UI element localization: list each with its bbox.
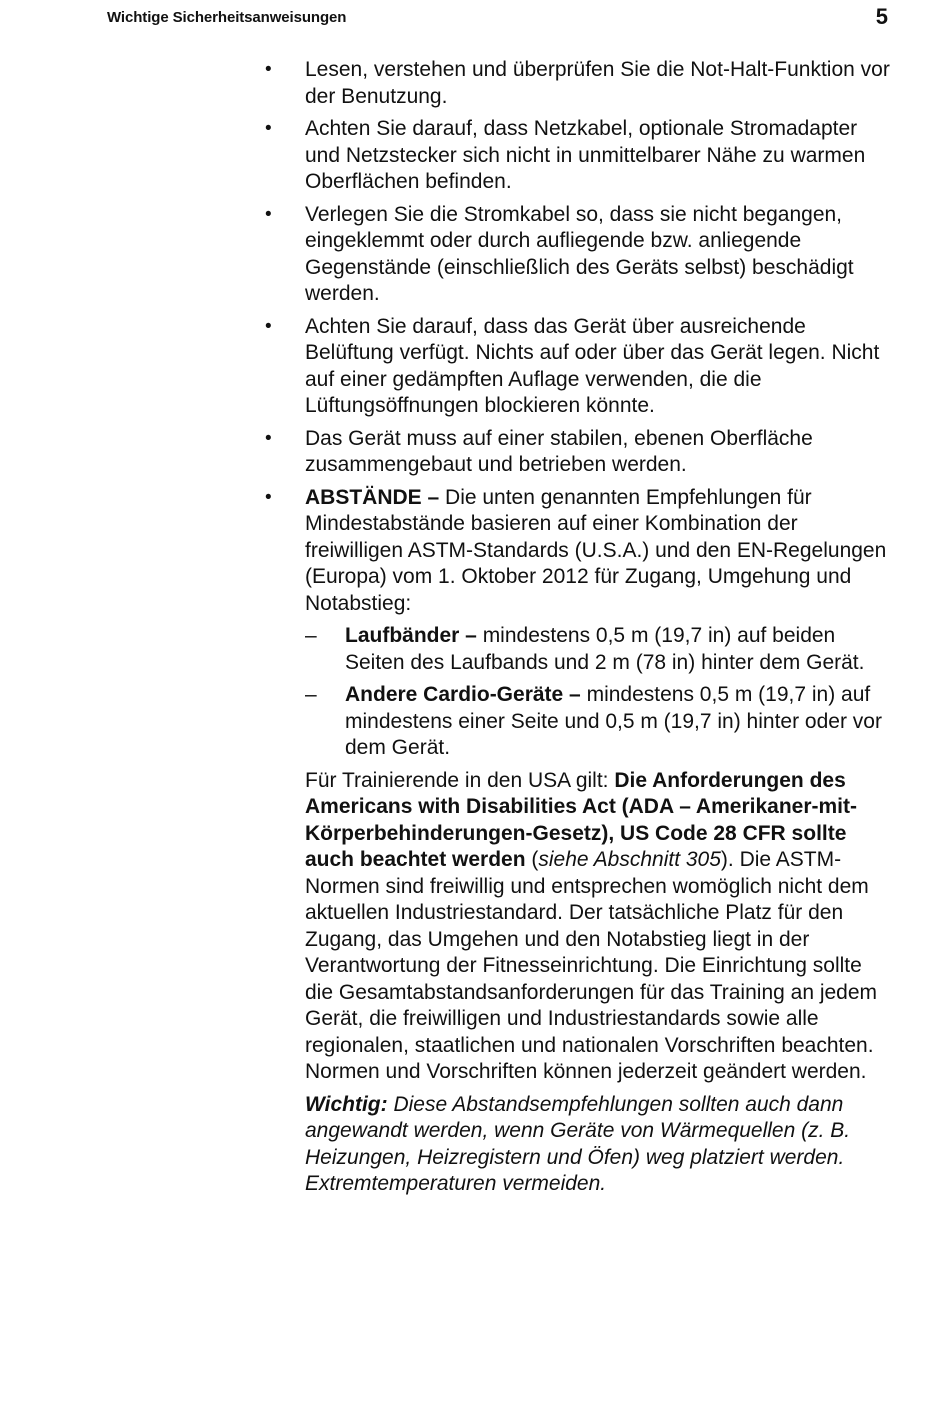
important-note <box>305 1092 895 1198</box>
safety-list <box>265 57 895 762</box>
bullet-icon: • <box>265 118 272 139</box>
list-item-clearances <box>265 485 895 762</box>
bullet-icon: • <box>265 427 272 449</box>
ada-requirement: Die Anforderungen des Americans with Disabilities Act (ADA – Amerikaner-mit-Körperbehinderungen-Gesetz), US Code 28 CFR sollte auch beachtet werden <box>305 768 857 871</box>
bullet-icon: • <box>265 486 272 508</box>
list-item-text: Die unten genannten Empfehlungen für Mindestabstände basieren auf einer Kombination der freiwilligen ASTM-Standards (U.S.A.) und den EN-Regelungen (Europa) vom 1. Oktober 2012 für Zugang, Umgehung und Notabstieg: <box>305 485 887 615</box>
list-item-text: Verlegen Sie die Stromkabel so, dass sie nicht begangen, eingeklemmt oder durch aufliegende bzw. anliegende Gegenstände (einschließlich des Geräts selbst) beschädigt werden. <box>305 202 854 305</box>
page-header <box>0 0 950 40</box>
list-item <box>265 57 895 110</box>
sublist-item-heading: Andere Cardio-Geräte – <box>345 683 581 706</box>
bullet-icon: • <box>265 315 272 337</box>
page-number: 5 <box>875 4 888 29</box>
sublist-item-text: mindestens 0,5 m (19,7 in) auf beiden Seiten des Laufbands und 2 m (78 in) hinter dem Gerät. <box>345 624 865 674</box>
sublist-item-heading: Laufbänder – <box>345 624 477 647</box>
section-title: Wichtige Sicherheitsanweisungen <box>107 9 347 26</box>
list-item-text: Lesen, verstehen und überprüfen Sie die Not-Halt-Funktion vor der Benutzung. <box>305 58 890 108</box>
clearances-heading: ABSTÄNDE – <box>305 485 440 509</box>
list-item-text: Das Gerät muss auf einer stabilen, ebenen Oberfläche zusammengebaut und betrieben werden. <box>305 426 813 476</box>
important-label: Wichtig: <box>305 1092 388 1116</box>
main-content <box>265 57 895 1204</box>
list-item-text: Achten Sie darauf, dass Netzkabel, optionale Stromadapter und Netzstecker sich nicht in unmittelbarer Nähe zu warmen Oberflächen befinden. <box>305 117 866 193</box>
list-item <box>265 426 895 479</box>
section-reference: siehe Abschnitt 305 <box>538 848 721 871</box>
paren-open: ( <box>525 848 539 871</box>
dash-icon: – <box>305 624 317 647</box>
bullet-icon: • <box>265 59 272 80</box>
clearance-sublist <box>305 623 895 762</box>
list-item <box>265 314 895 420</box>
list-item-text: Achten Sie darauf, dass das Gerät über ausreichende Belüftung verfügt. Nichts auf oder über das Gerät legen. Nicht auf einer gedämpften Auflage verwenden, die die Lüftungsöffnungen blockieren könnte. <box>305 314 880 417</box>
sublist-item-treadmills <box>305 623 895 676</box>
list-item <box>265 202 895 308</box>
sublist-item-text: mindestens 0,5 m (19,7 in) auf mindestens einer Seite und 0,5 m (19,7 in) hinter oder vor dem Gerät. <box>345 683 882 759</box>
list-item <box>265 116 895 196</box>
dash-icon: – <box>305 683 317 706</box>
usa-intro: Für Trainierende in den USA gilt: <box>305 768 615 792</box>
usa-paragraph-rest: ). Die ASTM-Normen sind freiwillig und entsprechen womöglich nicht dem aktuellen Industriestandard. Der tatsächliche Platz für den Zugang, das Umgehen und den Notabstieg liegt in der Verantwortung der Fitnesseinrichtung. Die Einrichtung sollte die Gesamtabstandsanforderungen für das Training an jedem Gerät, die freiwilligen und Industriestandards sowie alle regionalen, staatlichen und nationalen Vorschriften beachten. Normen und Vorschriften können jederzeit geändert werden. <box>305 848 878 1083</box>
usa-paragraph <box>305 768 895 1086</box>
bullet-icon: • <box>265 203 272 225</box>
sublist-item-cardio <box>305 682 895 762</box>
important-text: Diese Abstandsempfehlungen sollten auch dann angewandt werden, wenn Geräte von Wärmequellen (z. B. Heizungen, Heizregistern und Öfen) weg platziert werden. Extremtemperaturen vermeiden. <box>305 1092 851 1195</box>
